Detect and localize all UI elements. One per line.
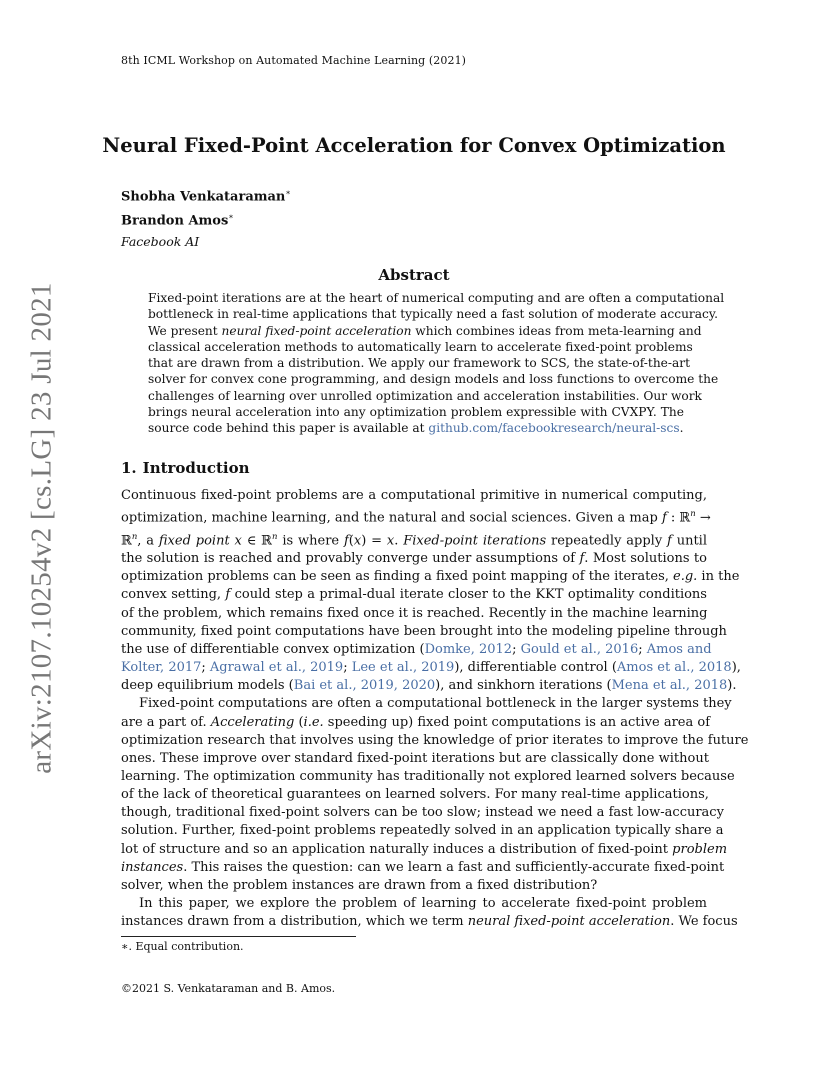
text-line: lot of structure and so an application naturally induces a distribution of fixed-point problem bbox=[121, 841, 728, 857]
text-line: community, fixed point computations have been brought into the modeling pipeline through bbox=[121, 623, 727, 639]
section-number: 1. bbox=[121, 459, 137, 477]
running-header: 8th ICML Workshop on Automated Machine Learning (2021) bbox=[121, 54, 467, 67]
footnote: ∗. Equal contribution. bbox=[121, 940, 244, 953]
emphasis: e.g. bbox=[673, 569, 698, 585]
text-line: Fixed-point iterations are at the heart of numerical computing and are often a computational bbox=[148, 291, 725, 305]
citation-link[interactable]: Bai et al., 2019, 2020 bbox=[293, 678, 436, 694]
paper-title: Neural Fixed-Point Acceleration for Convex Optimization bbox=[102, 134, 726, 157]
author-mark: ∗ bbox=[228, 212, 234, 222]
author-name: Shobha Venkataraman∗ bbox=[121, 188, 291, 205]
text-line: challenges of learning over unrolled optimization and acceleration instabilities. Our work bbox=[148, 388, 702, 403]
author-mark: ∗ bbox=[285, 188, 291, 197]
text-line: ℝ$^n$, a fixed point x ∈ ℝ$^n$ is where f(x) = x. Fixed-point iterations repeatedly apply f until bbox=[121, 531, 707, 548]
introduction-body bbox=[121, 487, 749, 931]
citation-link[interactable]: Amos and bbox=[646, 641, 712, 657]
author-name: Brandon Amos∗ bbox=[121, 212, 234, 229]
text-line: instances drawn from a distribution, which we term neural fixed-point acceleration. We focus bbox=[121, 914, 738, 930]
text-line: though, traditional fixed-point solvers can be too slow; instead we need a fast low-accuracy bbox=[121, 805, 724, 821]
text-line: solver for convex cone programming, and design models and loss functions to overcome the bbox=[148, 372, 719, 387]
text-line: ones. These improve over standard fixed-point iterations but are classically done without bbox=[121, 750, 709, 766]
text-line: brings neural acceleration into any optimization problem expressible with CVXPY. The bbox=[148, 405, 684, 420]
text-line: learning. The optimization community has traditionally not explored learned solvers because bbox=[121, 769, 735, 784]
superscript: n bbox=[272, 531, 278, 542]
text-line: classical acceleration methods to automatically learn to accelerate fixed-point problems bbox=[148, 339, 693, 354]
text-line: the solution is reached and provably converge under assumptions of f. Most solutions to bbox=[121, 551, 707, 567]
abstract-heading: Abstract bbox=[378, 266, 450, 284]
text-line: the use of differentiable convex optimization (Domke, 2012; Gould et al., 2016; Amos and bbox=[121, 641, 712, 657]
text-line: solution. Further, fixed-point problems repeatedly solved in an application typically share a bbox=[121, 823, 724, 839]
text-line: source code behind this paper is available at github.com/facebookresearch/neural-scs. bbox=[148, 421, 684, 436]
citation-link[interactable]: Gould et al., 2016 bbox=[520, 641, 639, 657]
citation-link[interactable]: Amos et al., 2018 bbox=[616, 660, 732, 676]
citation-link[interactable]: Lee et al., 2019 bbox=[351, 660, 455, 676]
superscript: n bbox=[131, 531, 138, 542]
emphasis: x bbox=[353, 532, 362, 548]
text-line: Fixed-point computations are often a computational bottleneck in the larger systems they bbox=[139, 696, 732, 712]
author-block bbox=[121, 183, 291, 252]
text-line: optimization research that involves using the knowledge of prior iterates to improve the future bbox=[121, 732, 749, 748]
copyright-notice: ©2021 S. Venkataraman and B. Amos. bbox=[121, 982, 336, 995]
citation-link[interactable]: Kolter, 2017 bbox=[121, 660, 202, 676]
emphasis: x bbox=[386, 532, 395, 548]
text-line: optimization problems can be seen as finding a fixed point mapping of the iterates, e.g. in the bbox=[121, 569, 740, 585]
emphasis: neural fixed-point acceleration bbox=[467, 914, 671, 930]
emphasis: neural fixed-point acceleration bbox=[221, 323, 412, 338]
emphasis: f bbox=[579, 551, 585, 567]
text-line: In this paper, we explore the problem of learning to accelerate fixed-point problem bbox=[139, 896, 707, 912]
text-line: optimization, machine learning, and the natural and social sciences. Given a map f : ℝ$^n$ → bbox=[121, 509, 711, 526]
section-title: Introduction bbox=[142, 459, 250, 477]
citation-link[interactable]: github.com/facebookresearch/neural-scs bbox=[428, 421, 680, 436]
emphasis: fixed point x bbox=[158, 532, 242, 548]
text-line: Kolter, 2017; Agrawal et al., 2019; Lee et al., 2019), differentiable control (Amos et al., 2018), bbox=[121, 660, 741, 676]
emphasis: f bbox=[667, 532, 672, 548]
emphasis: Fixed-point iterations bbox=[403, 532, 547, 548]
emphasis: instances bbox=[121, 859, 184, 875]
text-line: deep equilibrium models (Bai et al., 2019, 2020), and sinkhorn iterations (Mena et al., 2018). bbox=[121, 678, 737, 694]
text-line: solver, when the problem instances are drawn from a fixed distribution? bbox=[121, 877, 598, 893]
emphasis: f bbox=[343, 532, 349, 548]
emphasis: problem bbox=[672, 841, 728, 857]
emphasis: Accelerating bbox=[210, 714, 295, 730]
emphasis: i.e. bbox=[303, 714, 324, 730]
text-line: that are drawn from a distribution. We apply our framework to SCS, the state-of-the-art bbox=[148, 356, 690, 371]
citation-link[interactable]: Mena et al., 2018 bbox=[611, 678, 728, 694]
citation-link[interactable]: Domke, 2012 bbox=[424, 641, 513, 657]
section-heading bbox=[121, 459, 250, 477]
text-line: of the problem, which remains fixed once it is reached. Recently in the machine learning bbox=[121, 605, 708, 621]
text-line: convex setting, f could step a primal-dual iterate closer to the KKT optimality conditions bbox=[121, 587, 707, 603]
text-line: Continuous fixed-point problems are a computational primitive in numerical computing, bbox=[121, 488, 707, 503]
footnote-rule bbox=[121, 936, 356, 937]
abstract-body bbox=[148, 290, 725, 437]
text-line: of the lack of theoretical guarantees on learned solvers. For many real-time applications, bbox=[121, 787, 709, 803]
text-line: bottleneck in real-time applications that typically need a fast solution of moderate accuracy. bbox=[148, 307, 718, 322]
superscript: n bbox=[690, 509, 696, 520]
author-affiliation: Facebook AI bbox=[121, 233, 200, 249]
emphasis: f bbox=[225, 587, 231, 603]
emphasis: f bbox=[661, 510, 667, 526]
citation-link[interactable]: Agrawal et al., 2019 bbox=[209, 660, 344, 676]
text-line: instances. This raises the question: can we learn a fast and sufficiently-accurate fixed-point bbox=[121, 859, 725, 875]
arxiv-identifier: arXiv:2107.10254v2 [cs.LG] 23 Jul 2021 bbox=[25, 282, 58, 774]
text-line: We present neural fixed-point acceleration which combines ideas from meta-learning and bbox=[148, 323, 702, 338]
text-line: are a part of. Accelerating (i.e. speeding up) fixed point computations is an active area of bbox=[121, 714, 711, 730]
